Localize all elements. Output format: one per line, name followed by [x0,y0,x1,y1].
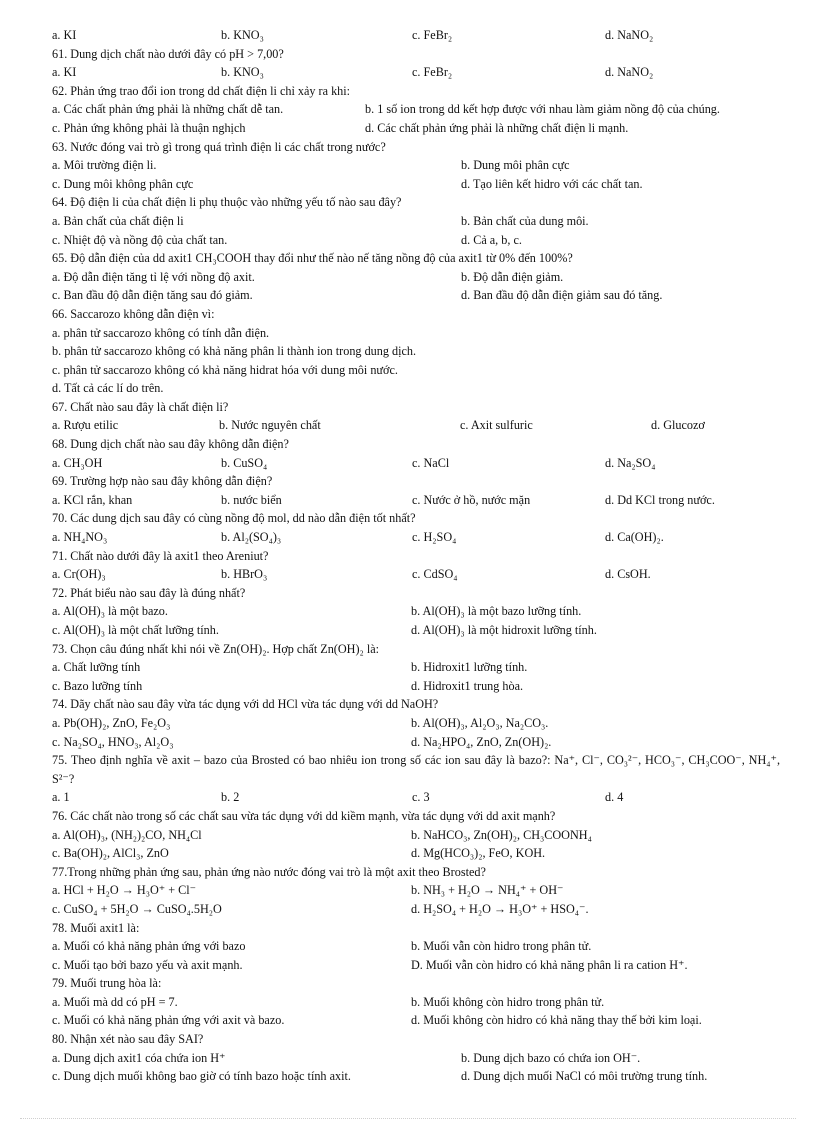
answer-options-row [52,621,780,640]
answer-option: a. 1 [52,790,70,805]
answer-options-row [52,1067,780,1086]
answer-option: b. Muối vẫn còn hidro trong phân tử. [411,939,592,954]
answer-option: c. Axit sulfuric [460,418,533,433]
answer-option: d. Ban đầu độ dẫn điện giảm sau đó tăng. [461,288,663,303]
answer-options-row [52,956,780,975]
answer-option: d. Dung dịch muối NaCl có môi trường trung tính. [461,1069,708,1084]
answer-option: d. Ca(OH)₂. [605,530,664,545]
answer-option: c. Nhiệt độ và nồng độ của chất tan. [52,232,228,247]
answer-options-row [52,1011,780,1030]
answer-option: d. NaNO₂ [605,65,654,80]
answer-options-row [52,937,780,956]
answer-option: b. CuSO₄ [221,455,268,470]
answer-option: c. Dung dịch muối không bao giờ có tính bazo hoặc tính axit. [52,1069,351,1084]
answer-options-row [52,454,780,473]
answer-option: a. Al(OH)₃ là một bazo. [52,604,168,619]
answer-option: a. HCl + H₂O → H₃O⁺ + Cl⁻ [52,883,197,898]
answer-option: b. Độ dẫn điện giảm. [461,269,564,284]
question-line: d. Tất cả các lí do trên. [52,381,164,396]
answer-options-row [52,175,780,194]
answer-option: b. KNO₃ [221,65,264,80]
question-line: 74. Dãy chất nào sau đây vừa tác dụng với dd HCl vừa tác dụng với dd NaOH? [52,697,439,712]
answer-option: c. 3 [412,790,430,805]
answer-options-row [52,602,780,621]
answer-option: d. Na₂HPO₄, ZnO, Zn(OH)₂. [411,734,552,749]
answer-option: a. Bản chất của chất điện li [52,213,184,228]
answer-option: a. Cr(OH)₃ [52,567,106,582]
answer-option: c. Al(OH)₃ là một chất lưỡng tính. [52,623,219,637]
answer-option: a. Muối có khả năng phản ứng với bazo [52,939,246,954]
answer-options-row [52,993,780,1012]
answer-option: a. Dung dịch axit1 cóa chứa ion H⁺ [52,1050,226,1065]
answer-option: c. Nước ở hồ, nước mặn [412,492,531,507]
question-line: 67. Chất nào sau đây là chất điện li? [52,399,229,414]
answer-option: b. Dung môi phân cực [461,158,570,173]
question-line: 77.Trong những phản ứng sau, phản ứng nào nước đóng vai trò là một axit theo Brosted? [52,864,486,879]
answer-options-row [52,100,780,119]
answer-option: c. FeBr₂ [412,28,453,42]
answer-option: d. Cả a, b, c. [461,232,522,247]
answer-options-row [52,528,780,547]
answer-option: b. 2 [221,790,240,805]
answer-option: a. KI [52,28,77,42]
answer-options-row [52,565,780,584]
answer-option: d. 4 [605,790,624,805]
answer-option: c. Muối có khả năng phản ứng với axit và bazo. [52,1013,285,1028]
answer-option: c. FeBr₂ [412,65,453,80]
answer-option: c. Phản ứng không phải là thuận nghịch [52,120,246,135]
answer-options-row [52,881,780,900]
answer-option: b. Al(OH)₃ là một bazo lưỡng tính. [411,604,582,619]
question-line: c. phân tử saccarozo không có khả năng hidrat hóa với dung môi nước. [52,362,398,377]
page-bottom-rule [20,1118,796,1119]
question-line: 71. Chất nào dưới đây là axit1 theo Areniut? [52,548,269,563]
answer-option: b. Nước nguyên chất [219,418,321,433]
answer-option: a. Muối mà dd có pH = 7. [52,994,178,1009]
answer-option: a. Chất lưỡng tính [52,660,141,675]
answer-option: c. CdSO₄ [412,567,458,582]
question-line: 69. Trường hợp nào sau đây không dẫn điện? [52,474,273,489]
question-line: 63. Nước đóng vai trò gì trong quá trình điện li các chất trong nước? [52,139,386,154]
answer-option: b. Bản chất của dung môi. [461,213,589,228]
answer-options-row [52,286,780,305]
answer-option: b. Al₂(SO₄)₃ [221,530,282,545]
answer-option: b. KNO₃ [221,28,264,42]
answer-option: c. Na₂SO₄, HNO₃, Al₂O₃ [52,734,174,749]
answer-option: a. Rượu etilic [52,418,119,433]
answer-option: d. Dd KCl trong nước. [605,492,715,507]
answer-option: d. Glucozơ [651,418,705,433]
answer-options-row [52,826,780,845]
answer-option: a. NH₄NO₃ [52,530,108,545]
answer-options-row [52,658,780,677]
answer-option: d. Al(OH)₃ là một hidroxit lưỡng tính. [411,623,597,637]
question-line: 65. Độ dẫn điện của dd axit1 CH₃COOH thay đổi như thế nào nế tăng nồng độ của axit1 từ 0% đến 100%? [52,251,573,266]
answer-options-row [52,156,780,175]
answer-option: a. Độ dẫn điện tăng tỉ lệ với nồng độ axit. [52,269,255,284]
question-line: 75. Theo định nghĩa về axit – bazo của Brosted có bao nhiêu ion trong số các ion sau đây là bazo?: Na⁺, Cl⁻, CO₃²⁻, HCO₃⁻, CH₃COO⁻, NH₄⁺, S²⁻? [52,753,780,786]
answer-option: b. Hidroxit1 lưỡng tính. [411,660,528,675]
answer-option: b. NH₃ + H₂O → NH₄⁺ + OH⁻ [411,883,564,898]
answer-options-row [52,900,780,919]
answer-option: a. KCl rắn, khan [52,492,133,507]
answer-option: d. Các chất phản ứng phải là những chất điện li mạnh. [365,120,629,135]
answer-options-row [52,714,780,733]
answer-option: a. Pb(OH)₂, ZnO, Fe₂O₃ [52,715,171,730]
question-line: 68. Dung dịch chất nào sau đây không dẫn điện? [52,437,289,452]
answer-option: b. Dung dịch bazo có chứa ion OH⁻. [461,1050,641,1065]
answer-option: d. Tạo liên kết hidro với các chất tan. [461,176,643,191]
answer-options-row [52,844,780,863]
answer-option: D. Muối vẫn còn hidro có khả năng phân li ra cation H⁺. [411,957,688,972]
answer-option: d. CsOH. [605,567,651,582]
answer-options-row [52,677,780,696]
question-line: 79. Muối trung hòa là: [52,976,162,991]
answer-option: d. H₂SO₄ + H₂O → H₃O⁺ + HSO₄⁻. [411,901,589,916]
answer-option: c. Bazo lưỡng tính [52,678,143,693]
answer-option: a. Môi trường điện li. [52,158,157,173]
question-line: 73. Chọn câu đúng nhất khi nói về Zn(OH)₂. Hợp chất Zn(OH)₂ là: [52,641,380,656]
answer-option: c. Ban đầu độ dẫn điện tăng sau đó giảm. [52,288,253,303]
answer-option: d. Muối không còn hidro có khả năng thay thế bởi kim loại. [411,1013,702,1028]
answer-option: c. Muối tạo bởi bazo yếu và axit mạnh. [52,957,243,972]
answer-option: c. NaCl [412,455,450,470]
question-line: 72. Phát biểu nào sau đây là đúng nhất? [52,585,246,600]
question-line: a. phân tử saccarozo không có tính dẫn điện. [52,325,270,340]
answer-option: b. nước biển [221,492,282,507]
question-line: 70. Các dung dịch sau đây có cùng nồng độ mol, dd nào dẫn điện tốt nhất? [52,511,416,526]
answer-option: a. KI [52,65,77,80]
answer-options-row [52,26,780,45]
answer-options-row [52,119,780,138]
question-line: 78. Muối axit1 là: [52,920,140,935]
answer-option: c. Ba(OH)₂, AlCl₃, ZnO [52,846,169,861]
answer-option: c. Dung môi không phân cực [52,176,194,191]
answer-option: c. H₂SO₄ [412,530,457,545]
answer-option: d. NaNO₂ [605,28,654,42]
question-line: 61. Dung dịch chất nào dưới đây có pH > 7,00? [52,46,284,61]
answer-option: b. NaHCO₃, Zn(OH)₂, CH₃COONH₄ [411,827,592,842]
document-body [52,26,780,1086]
question-line: 64. Độ điện li của chất điện li phụ thuộc vào những yếu tố nào sau đây? [52,195,402,210]
answer-option: c. CuSO₄ + 5H₂O → CuSO₄.5H₂O [52,901,222,916]
answer-options-row [52,733,780,752]
answer-option: b. HBrO₃ [221,567,268,582]
answer-options-row [52,416,780,435]
answer-options-row [52,231,780,250]
answer-option: b. Muối không còn hidro trong phân tử. [411,994,605,1009]
answer-options-row [52,788,780,807]
answer-option: a. Al(OH)₃, (NH₂)₂CO, NH₄Cl [52,827,202,842]
answer-options-row [52,63,780,82]
answer-option: a. CH₃OH [52,455,103,470]
answer-option: b. Al(OH)₃, Al₂O₃, Na₂CO₃. [411,715,549,730]
answer-option: d. Na₂SO₄ [605,455,656,470]
question-line: b. phân tử saccarozo không có khả năng phân li thành ion trong dung dịch. [52,344,417,359]
question-line: 80. Nhận xét nào sau đây SAI? [52,1032,204,1047]
answer-option: b. 1 số ion trong dd kết hợp được với nhau làm giảm nồng độ của chúng. [365,102,720,117]
question-line: 66. Saccarozo không dẫn điện vì: [52,306,215,321]
answer-options-row [52,212,780,231]
answer-options-row [52,268,780,287]
answer-options-row [52,491,780,510]
question-line: 76. Các chất nào trong số các chất sau vừa tác dụng với dd kiềm mạnh, vừa tác dụng với dd axit mạnh? [52,808,556,823]
question-line: 62. Phản ứng trao đổi ion trong dd chất điện li chỉ xảy ra khi: [52,83,351,98]
answer-options-row [52,1049,780,1068]
answer-option: d. Mg(HCO₃)₂, FeO, KOH. [411,846,546,861]
answer-option: d. Hidroxit1 trung hòa. [411,678,524,693]
answer-option: a. Các chất phản ứng phải là những chất dễ tan. [52,102,284,117]
